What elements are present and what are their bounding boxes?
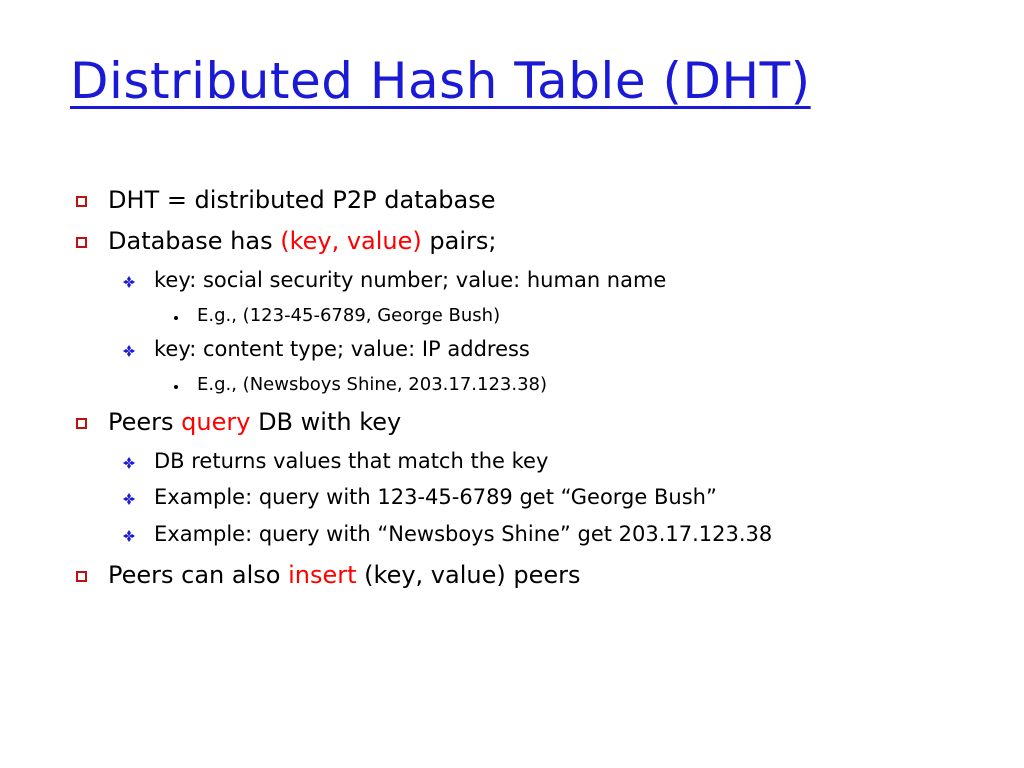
diamond-bullet-icon xyxy=(123,530,135,542)
diamond-bullet-icon xyxy=(123,276,135,288)
sub-bullet-example-ssn-query: Example: query with 123-45-6789 get “George Bush” xyxy=(154,485,717,509)
square-bullet-icon xyxy=(76,196,87,207)
square-bullet-icon xyxy=(76,571,87,582)
dot-bullet-icon xyxy=(174,385,178,389)
sub-bullet-content-type-key: key: content type; value: IP address xyxy=(154,337,530,361)
highlight-key-value: (key, value) xyxy=(280,227,422,255)
dot-bullet-icon xyxy=(174,316,178,320)
sub-bullet-ssn-key: key: social security number; value: human name xyxy=(154,268,667,292)
bullet-database-pairs: Database has (key, value) pairs; xyxy=(108,227,497,255)
diamond-bullet-icon xyxy=(123,345,135,357)
highlight-query: query xyxy=(181,408,251,436)
highlight-insert: insert xyxy=(288,561,357,589)
square-bullet-icon xyxy=(76,418,87,429)
example-newsboys: E.g., (Newsboys Shine, 203.17.123.38) xyxy=(197,374,548,395)
diamond-bullet-icon xyxy=(123,457,135,469)
slide-title: Distributed Hash Table (DHT) xyxy=(70,52,811,110)
example-ssn: E.g., (123-45-6789, George Bush) xyxy=(197,305,501,326)
sub-bullet-db-returns: DB returns values that match the key xyxy=(154,449,549,473)
bullet-dht-definition: DHT = distributed P2P database xyxy=(108,186,496,214)
diamond-bullet-icon xyxy=(123,493,135,505)
square-bullet-icon xyxy=(76,237,87,248)
bullet-peers-insert: Peers can also insert (key, value) peers xyxy=(108,561,581,589)
sub-bullet-example-newsboys-query: Example: query with “Newsboys Shine” get 203.17.123.38 xyxy=(154,522,773,546)
bullet-peers-query: Peers query DB with key xyxy=(108,408,402,436)
